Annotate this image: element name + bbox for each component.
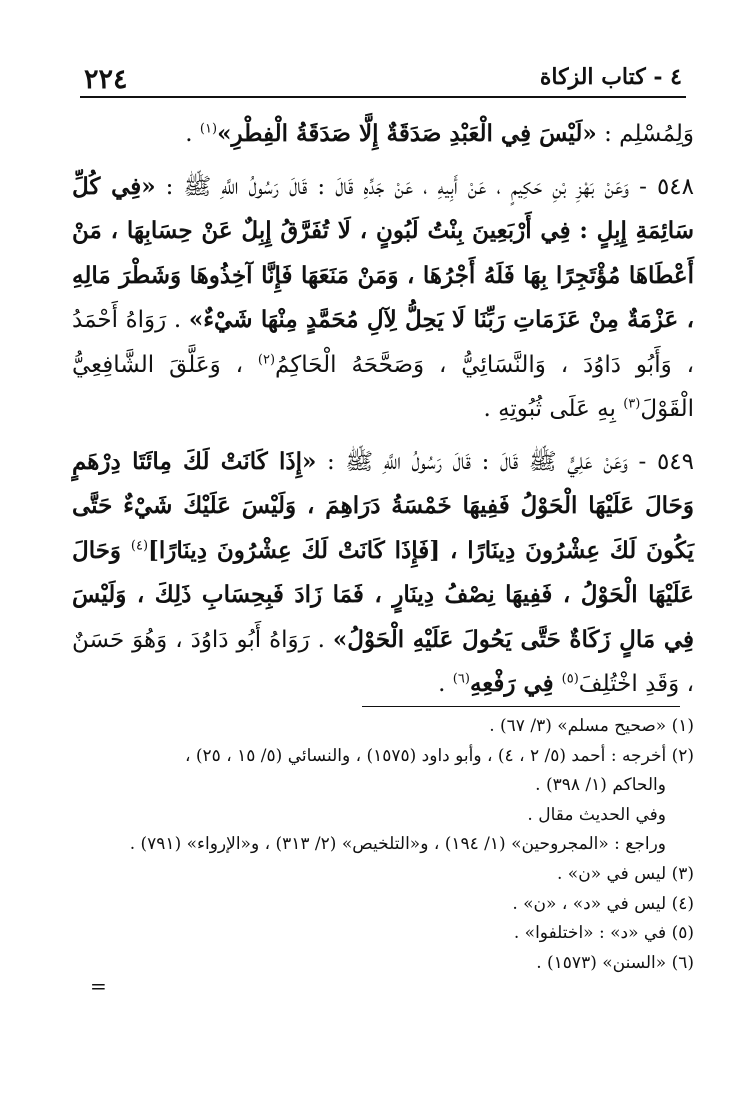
source-text: . رَوَاهُ أَحْمَدُ ، وَأَبُو دَاوُدَ ، وَالنَّسَائِيُّ ، وَصَحَّحَهُ الْحَاكِمُ <box>72 307 694 378</box>
footnote-divider <box>362 706 680 707</box>
footnote-ref: (٥) <box>561 671 579 687</box>
narration-chain: ٥٤٩ - وَعَنْ عَلِيٍّ ﷺ قَالَ : قَالَ رَسُولُ اللَّهِ ﷺ : <box>316 448 694 475</box>
source-text: بِهِ عَلَى ثُبُوتِهِ . <box>483 396 624 422</box>
main-text <box>72 112 694 707</box>
footnote-1: (١) «صحيح مسلم» (٣/ ٦٧) . <box>489 716 694 736</box>
footnote-2-continuation: والحاكم (١/ ٣٩٨) . <box>535 775 666 796</box>
source-text: فِي رَفْعِهِ <box>469 670 562 697</box>
footnote-ref: (٣) <box>623 396 641 412</box>
source-text: ، وَعَلَّقَ الشَّافِعِيُّ الْقَوْلَ <box>72 351 694 422</box>
continuation-mark: = <box>90 974 107 998</box>
footnote-2-references: وراجع : «المجروحين» (١/ ١٩٤) ، و«التلخيص» (٢/ ٣١٣) ، و«الإرواء» (٧٩١) . <box>129 834 666 855</box>
running-header <box>80 56 686 98</box>
footnote-4: (٤) ليس في «د» ، «ن» . <box>512 893 694 914</box>
text-segment: وَلِمُسْلِم : <box>596 121 694 147</box>
footnote-ref: (٢) <box>257 351 276 367</box>
source-text: . رَوَاهُ أَبُو دَاوُدَ ، وَهُوَ حَسَنٌ ، وَقَدِ اخْتُلِفَ <box>72 626 694 697</box>
footnote-5: (٥) في «د» : «اختلفوا» . <box>513 923 694 944</box>
narration-chain: ٥٤٨ - وَعَنْ بَهْزِ بْنِ حَكِيمٍ ، عَنْ أَبِيهِ ، عَنْ جَدِّهِ قَالَ : قَالَ رَسُولُ اللَّهِ ﷺ : <box>155 173 694 200</box>
chapter-title: ٤ - كتاب الزكاة <box>539 64 682 90</box>
hadith-quote: «لَيْسَ فِي الْعَبْدِ صَدَقَةٌ إِلَّا صَدَقَةُ الْفِطْرِ» <box>217 120 597 147</box>
page-number: ٢٢٤ <box>84 64 128 95</box>
paragraph-muslim-narration <box>72 112 694 157</box>
footnote-2-remark: وفي الحديث مقال . <box>527 804 666 825</box>
footnote-2: (٢) أخرجه : أحمد (٥/ ٢ ، ٤) ، وأبو داود (١٥٧٥) ، والنسائي (٥/ ١٥ ، ٢٥) ، <box>185 745 694 766</box>
footnote-6: (٦) «السنن» (١٥٧٣) . <box>536 952 694 973</box>
hadith-quote: وَحَالَ عَلَيْهَا الْحَوْلُ ، فَفِيهَا نِصْفُ دِينَارٍ ، فَمَا زَادَ فَبِحِسَابِ ذَلِكَ ، وَلَيْسَ فِي مَالٍ زَكَاةٌ حَتَّى يَحُولَ عَلَيْهِ الْحَوْلُ» <box>72 536 694 653</box>
hadith-quote: «إِذَا كَانَتْ لَكَ مِائَتَا دِرْهَمٍ وَحَالَ عَلَيْهَا الْحَوْلُ فَفِيهَا خَمْسَةُ دَرَاهِمَ ، وَلَيْسَ عَلَيْكَ شَيْءٌ حَتَّى يَكُونَ لَكَ عِشْرُونَ دِينَارًا ، [فَإِذَا كَانَتْ لَكَ عِشْرُونَ دِينَارًا] <box>72 447 694 564</box>
footnote-ref: (٦) <box>452 671 470 687</box>
text-segment: . <box>438 671 453 697</box>
footnotes <box>72 712 694 978</box>
text-segment: . <box>185 121 200 147</box>
footnote-ref: (٤) <box>130 537 149 553</box>
footnote-3: (٣) ليس في «ن» . <box>557 863 694 884</box>
footnote-ref: (١) <box>199 121 218 137</box>
hadith-549 <box>72 440 694 707</box>
hadith-quote: «فِي كُلِّ سَائِمَةِ إِبِلٍ : فِي أَرْبَعِينَ بِنْتُ لَبُونٍ ، لَا تُفَرَّقُ إِبِلٌ عَنْ حِسَابِهَا ، مَنْ أَعْطَاهَا مُؤْتَجِرًا بِهَا فَلَهُ أَجْرُهَا ، وَمَنْ مَنَعَهَا فَإِنَّا آخِذُوهَا وَشَطْرَ مَالِهِ ، عَزْمَةٌ مِنْ عَزَمَاتِ رَبِّنَا لَا يَحِلُّ لِآلِ مُحَمَّدٍ مِنْهَا شَيْءٌ» <box>72 172 694 333</box>
hadith-548 <box>72 165 694 432</box>
